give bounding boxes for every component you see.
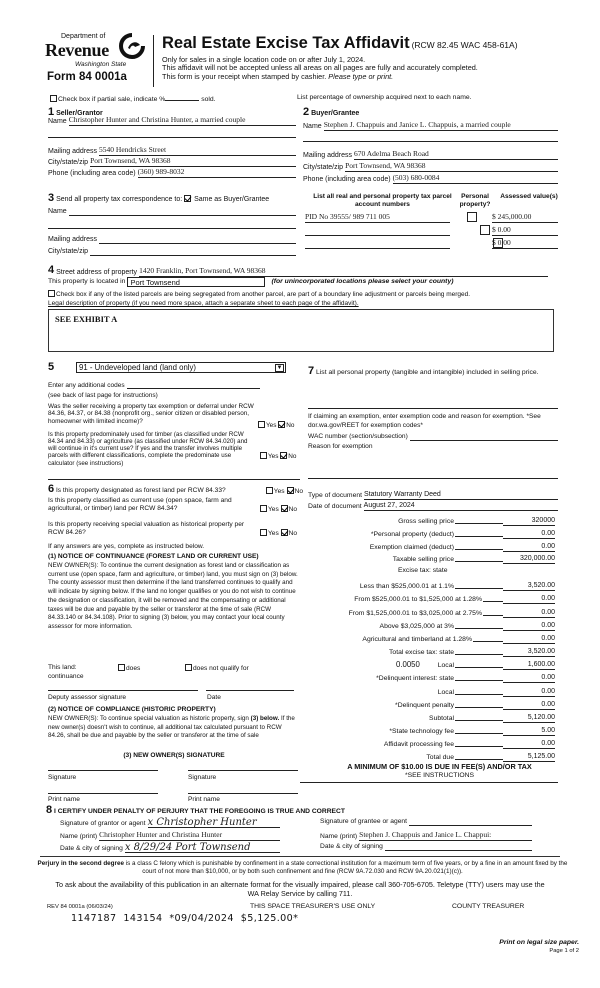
buyer-heading: 2 Buyer/Grantee	[303, 106, 360, 118]
legal-description-text: SEE EXHIBIT A	[55, 314, 118, 324]
excise-tax-heading: Excise tax: state	[398, 567, 448, 574]
treasurer-use-label: THIS SPACE TREASURER'S USE ONLY	[250, 903, 376, 910]
reason-for-exemption-field[interactable]	[308, 478, 558, 479]
buyer-phone-field[interactable]: (503) 680-0084	[393, 174, 558, 184]
personal-property-checkbox-1[interactable]	[467, 212, 477, 222]
additional-codes-note: (see back of last page for instructions)	[48, 392, 158, 399]
notice-2-body: NEW OWNER(S): To continue special valuation as historic property, sign (3) below. If the new owner(s) doesn't wish to continue, all additional tax calculated pursuant to RCW 84.26, shall be due and payable by the seller or transferor at the time of sale	[48, 715, 295, 740]
seller-city-row: City/state/zip Port Townsend, WA 98368	[48, 157, 296, 167]
signature-label-2: Signature	[188, 774, 217, 781]
section-5-number: 5	[48, 361, 55, 373]
s6-if-yes: If any answers are yes, complete as instructed below.	[48, 543, 205, 550]
corr-name-row: Name	[48, 208, 296, 216]
dor-logo	[45, 33, 145, 88]
s6-q3-yes-checkbox[interactable]	[260, 529, 267, 536]
header-line-1: Only for sales in a single location code on or after July 1, 2024.	[162, 54, 366, 64]
logo-revenue: Revenue	[45, 40, 109, 60]
taxable-selling-price-field: 320,000.00	[503, 555, 555, 564]
logo-dept-of: Department of	[61, 33, 106, 40]
notice-1-title: (1) NOTICE OF CONTINUANCE (FOREST LAND OR CURRENT USE)	[48, 553, 259, 560]
receipt-stamp: 1147187 143154 *09/04/2024 $5,125.00*	[71, 913, 299, 924]
personal-property-deduct-row: *Personal property (deduct) 0.00	[370, 529, 555, 539]
print-name-label-1: Print name	[48, 796, 80, 803]
header-line-2: This affidavit will not be accepted unless all areas on all pages are fully and accurately completed.	[162, 63, 478, 73]
delinquent-penalty-field[interactable]: 0.00	[503, 701, 555, 710]
seller-heading: 1 Seller/Grantor	[48, 106, 103, 118]
grantor-signature-field[interactable]: x Christopher Hunter	[148, 818, 280, 828]
logo-state: Washington State	[75, 61, 127, 68]
s5-q2-yes-checkbox[interactable]	[260, 452, 267, 459]
delinquent-penalty-row: *Delinquent penalty 0.00	[395, 700, 555, 710]
total-excise-state-field: 3,520.00	[503, 648, 555, 657]
partial-sale-percent[interactable]	[165, 94, 199, 101]
s5-q2-no-checkbox[interactable]	[280, 452, 287, 459]
parcel-number-3[interactable]	[305, 239, 450, 249]
perjury-notice: Perjury in the second degree is a class C felony which is punishable by confinement in a state correctional institution for a maximum term of five years, or by a fine in an amount fixed by the court of not more than $10,000, or by both such confinement and fine (RCW 9A.72.030 and RCW 9A.20.021(1)(c)).	[37, 860, 568, 875]
deputy-date-field[interactable]	[206, 690, 294, 691]
header-line-3-italic: Please type or print.	[328, 71, 394, 81]
s5-q1-answers: Yes No	[258, 421, 294, 429]
parcel-number-1[interactable]: PID No 39555/ 989 711 005	[305, 213, 450, 223]
header-divider	[153, 35, 154, 87]
s5-q1-yes-checkbox[interactable]	[258, 421, 265, 428]
s6-q1-yes-checkbox[interactable]	[266, 487, 273, 494]
s6-q2-no-checkbox[interactable]	[281, 505, 288, 512]
personal-property-checkbox-2[interactable]	[480, 225, 490, 235]
delinquent-local-row: Local 0.00	[437, 687, 555, 697]
s5-q1-text: Was the seller receiving a property tax exemption or deferral under RCW 84.36, 84.37, or 84.38 (nonprofit org., senior citizen or disabled person, homeowner with limited income)?	[48, 403, 254, 425]
correspondence-heading: 3 Send all property tax correspondence to: Same as Buyer/Grantee	[48, 192, 270, 204]
parcel-number-2[interactable]	[305, 226, 450, 236]
agricultural-field[interactable]: 0.00	[503, 635, 555, 644]
s6-q2-yes-checkbox[interactable]	[260, 505, 267, 512]
buyer-city-row: City/state/zip Port Townsend, WA 98368	[303, 162, 558, 172]
buyer-mailing-field[interactable]: 670 Adelma Beach Road	[354, 150, 558, 160]
does-qualify-checkbox[interactable]	[118, 664, 125, 671]
grantor-signature-row: Signature of grantor or agent x Christopher Hunter	[60, 818, 280, 828]
exemption-label: If claiming an exemption, enter exemption code and reason for exemption. *See dor.wa.gov/REET for exemption codes*	[308, 413, 541, 429]
tier-1-field: 3,520.00	[503, 582, 555, 591]
tier-1-row: Less than $525,000.01 at 1.1% 3,520.00	[359, 581, 555, 591]
dor-logo-icon	[119, 33, 145, 59]
additional-codes-field[interactable]	[127, 382, 260, 389]
corr-city-field[interactable]	[90, 248, 296, 256]
seller-phone-field[interactable]: (360) 989-8032	[138, 168, 296, 178]
buyer-mailing-row: Mailing address 670 Adelma Beach Road	[303, 150, 558, 160]
document-type-field[interactable]: Statutory Warranty Deed	[364, 491, 558, 500]
does-not-option: does not qualify for	[185, 664, 249, 673]
processing-fee-row: Affidavit processing fee 0.00	[383, 739, 555, 749]
segregated-checkbox[interactable]	[48, 290, 55, 297]
personal-property-deduct-field[interactable]: 0.00	[503, 530, 555, 539]
tier-3-row: From $1,525,000.01 to $3,025,000 at 2.75% 0.00	[348, 608, 555, 618]
minimum-due-note: A MINIMUM OF $10.00 IS DUE IN FEE(S) AND/OR TAX	[347, 762, 532, 771]
located-in-row: This property is located in Port Townsend (for unincorporated locations please select your county)	[48, 278, 454, 287]
form-number: Form 84 0001a	[47, 71, 127, 83]
buyer-name-field[interactable]: Stephen J. Chappuis and Janice L. Chappuis, a married couple	[324, 121, 558, 131]
new-owner-signature-1[interactable]	[48, 770, 158, 771]
additional-codes-row: Enter any additional codes	[48, 382, 260, 389]
tier-4-row: Above $3,025,000 at 3% 0.00	[379, 621, 555, 631]
seller-city-field[interactable]: Port Townsend, WA 98368	[90, 157, 296, 167]
agricultural-row: Agricultural and timberland at 1.28% 0.00	[362, 634, 555, 644]
personal-col-header: Personal property?	[459, 193, 491, 208]
tech-fee-field: 5.00	[503, 727, 555, 736]
grantee-signature-row: Signature of grantee or agent	[320, 818, 532, 826]
calc-divider	[300, 782, 558, 783]
see-instructions-note: *SEE INSTRUCTIONS	[404, 772, 475, 779]
form-title-block	[162, 34, 600, 81]
document-type-row: Type of document Statutory Warranty Deed	[308, 491, 558, 500]
subtotal-row: Subtotal 5,120.00	[429, 713, 555, 723]
buyer-city-field[interactable]: Port Townsend, WA 98368	[345, 162, 558, 172]
reason-label: Reason for exemption	[308, 443, 373, 450]
assessed-col-header: Assessed value(s)	[500, 193, 558, 200]
tech-fee-row: *State technology fee 5.00	[389, 726, 555, 736]
this-land-label: This land:	[48, 664, 77, 671]
land-use-select[interactable]: 91 - Undeveloped land (land only) ▼	[76, 362, 286, 373]
print-legal-note: Print on legal size paper.	[499, 939, 579, 946]
deputy-date-label: Date	[207, 694, 221, 701]
taxable-selling-price-row: Taxable selling price 320,000.00	[392, 554, 555, 564]
grantor-name-field[interactable]: Christopher Hunter and Christina Hunter	[99, 831, 280, 841]
s5-q2-text: Is this property predominately used for timber (as classified under RCW 84.34 and 84.33) or agriculture (as classified under RCW 84.34.020) and will continue in it's current use? If yes and the transfer involves multiple parcels with different classifications, complete the predominate use calculator (see instructions)	[48, 431, 248, 467]
assessed-value-3[interactable]: $ 0.00	[492, 239, 558, 249]
partial-sale-checkbox[interactable]	[50, 95, 57, 102]
local-tax-row: Local 1,600.00	[437, 660, 555, 670]
located-in-select[interactable]: Port Townsend	[127, 277, 265, 287]
grantee-date-row: Date & city of signing	[320, 843, 532, 851]
new-owner-print-name-1[interactable]	[48, 793, 158, 794]
exemption-claimed-field[interactable]: 0.00	[503, 543, 555, 552]
parcel-col-header: List all real and personal property tax parcel account numbers	[313, 193, 452, 208]
legal-description-label: Legal description of property (if you need more space, attach a separate sheet to each page of the affidavit).	[48, 300, 359, 307]
corr-mailing-row: Mailing address	[48, 236, 296, 244]
notice-3-title: (3) NEW OWNER(S) SIGNATURE	[123, 752, 225, 759]
legal-description-box[interactable]	[48, 309, 554, 352]
grantee-name-row: Name (print) Stephen J. Chappuis and Janice L. Chappui:	[320, 831, 532, 841]
grantor-name-row: Name (print) Christopher Hunter and Christina Hunter	[60, 831, 280, 841]
street-address-field[interactable]: 1420 Franklin, Port Townsend, WA 98368	[139, 267, 548, 277]
tier-3-field: 0.00	[503, 609, 555, 618]
gross-selling-price-field[interactable]: 320000	[503, 517, 555, 526]
notice-1-body: NEW OWNER(S): To continue the current designation as forest land or classification as current use (open space, farm and agriculture, or timber) land, you must sign on (3) below. The county assessor must then determine if the land transferred continues to qualify and will indicate by signing below. If the land no longer qualifies or you do not wish to continue the designation or classification, it will be removed and the compensating or additional taxes will be due and payable by the seller or transferor at the time of sale (RCW 84.33.140 or 84.34.108). Prior to signing (3) below, you may contact your local county assessor for more information.	[48, 562, 298, 630]
section-5-divider	[48, 479, 300, 480]
certify-divider	[40, 856, 560, 857]
buyer-name-line-2[interactable]	[303, 141, 558, 142]
same-as-buyer-checkbox[interactable]	[184, 195, 191, 202]
tier-2-row: From $525,000.01 to $1,525,000 at 1.28% 0.00	[354, 594, 555, 604]
print-name-label-2: Print name	[188, 796, 220, 803]
seller-name-field[interactable]: Christopher Hunter and Christina Hunter, a married couple	[69, 116, 296, 126]
s5-q2-answers: Yes No	[260, 452, 296, 460]
subtotal-field: 5,120.00	[503, 714, 555, 723]
s6-q3-no-checkbox[interactable]	[281, 529, 288, 536]
deputy-assessor-signature-field[interactable]	[48, 690, 198, 691]
personal-property-list-field[interactable]	[308, 408, 558, 409]
wac-row: WAC number (section/subsection)	[308, 433, 558, 441]
seller-name-row: Name Christopher Hunter and Christina Hunter, a married couple	[48, 116, 296, 126]
rev-number: REV 84 0001a (06/03/24)	[47, 904, 113, 910]
total-due-field: 5,125.00	[503, 753, 555, 762]
s6-q3-text: Is this property receiving special valuation as historical property per RCW 84.26?	[48, 521, 245, 536]
header-line-3: This form is your receipt when stamped by cashier.	[162, 71, 327, 81]
processing-fee-field[interactable]: 0.00	[503, 740, 555, 749]
corr-name-line-2[interactable]	[48, 228, 296, 229]
s5-q1-no-checkbox[interactable]	[278, 421, 285, 428]
form-title: Real Estate Excise Tax Affidavit	[162, 34, 410, 52]
continuance-label: continuance	[48, 673, 84, 680]
local-rate: 0.0050	[396, 660, 420, 669]
grantee-date-city-field[interactable]	[385, 844, 532, 851]
tier-2-field: 0.00	[503, 595, 555, 604]
new-owner-signature-2[interactable]	[188, 770, 298, 771]
tier-4-field: 0.00	[503, 622, 555, 631]
certify-heading: 8 I CERTIFY UNDER PENALTY OF PERJURY THAT THE FOREGOING IS TRUE AND CORRECT	[46, 804, 345, 816]
accessibility-notice: To ask about the availability of this publication in an alternate format for the visually impaired, please call 360-705-6705. Teletype (TTY) users may use the WA Relay Service by calling 711.	[55, 880, 545, 898]
segregated-row: Check box if any of the listed parcels are being segregated from another parcel, are part of a boundary line adjustment or parcels being merged.	[48, 290, 470, 298]
grantor-date-city-field[interactable]: x 8/29/24 Port Townsend	[125, 843, 280, 853]
corr-name-field[interactable]	[69, 208, 296, 216]
wac-number-field[interactable]	[410, 434, 558, 441]
does-option: does	[118, 664, 140, 673]
seller-name-line-2[interactable]	[48, 137, 296, 138]
partial-sale: Check box if partial sale, indicate % sold.	[50, 94, 216, 104]
document-date-row: Date of document August 27, 2024	[308, 502, 558, 511]
section-7-label: 7 List all personal property (tangible and intangible) included in selling price.	[308, 365, 539, 377]
document-date-field[interactable]: August 27, 2024	[364, 502, 558, 511]
s6-q1-no-checkbox[interactable]	[287, 487, 294, 494]
s6-q1: 6 Is this property designated as forest land per RCW 84.33? Yes No	[48, 483, 303, 496]
seller-mailing-row: Mailing address 5540 Hendricks Street	[48, 146, 296, 156]
assessed-value-1[interactable]: $ 245,000.00	[492, 213, 558, 223]
assessed-value-2[interactable]: $ 0.00	[492, 226, 558, 236]
gross-selling-price-row: Gross selling price 320000	[398, 516, 555, 526]
page-number: Page 1 of 2	[549, 948, 579, 954]
seller-mailing-field[interactable]: 5540 Hendricks Street	[99, 146, 296, 156]
corr-mailing-field[interactable]	[99, 236, 296, 244]
delinquent-state-field[interactable]: 0.00	[503, 674, 555, 683]
s6-q2-answers: Yes No	[260, 505, 297, 514]
form-title-ref: (RCW 82.45 WAC 458-61A)	[411, 40, 518, 50]
total-excise-state-row: Total excise tax: state 3,520.00	[389, 647, 555, 657]
grantee-signature-field[interactable]	[409, 819, 532, 826]
dropdown-arrow-icon[interactable]: ▼	[276, 365, 283, 371]
ownership-note: List percentage of ownership acquired next to each name.	[297, 94, 472, 101]
corr-city-row: City/state/zip	[48, 248, 296, 256]
signature-label-1: Signature	[48, 774, 77, 781]
s6-q3-answers: Yes No	[260, 529, 297, 538]
new-owner-print-name-2[interactable]	[188, 793, 298, 794]
seller-phone-row: Phone (including area code) (360) 989-8032	[48, 168, 296, 178]
buyer-phone-row: Phone (including area code) (503) 680-0084	[303, 174, 558, 184]
notice-2-title: (2) NOTICE OF COMPLIANCE (HISTORIC PROPERTY)	[48, 706, 216, 713]
delinquent-state-row: *Delinquent interest: state 0.00	[376, 673, 555, 683]
exemption-claimed-row: Exemption claimed (deduct) 0.00	[369, 542, 555, 552]
delinquent-local-field[interactable]: 0.00	[503, 688, 555, 697]
total-due-row: Total due 5,125.00	[426, 752, 555, 762]
grantor-date-row: Date & city of signing x 8/29/24 Port Townsend	[60, 843, 280, 853]
county-treasurer-label: COUNTY TREASURER	[452, 903, 525, 910]
buyer-name-row: Name Stephen J. Chappuis and Janice L. Chappuis, a married couple	[303, 121, 558, 131]
street-address-row: 4 Street address of property 1420 Franklin, Port Townsend, WA 98368	[48, 264, 548, 277]
grantee-name-field[interactable]: Stephen J. Chappuis and Janice L. Chappui:	[359, 831, 532, 841]
deputy-sig-label: Deputy assessor signature	[48, 694, 127, 701]
local-tax-field: 1,600.00	[503, 661, 555, 670]
s6-q2-text: Is this property classified as current use (open space, farm and agricultural, or timber) land per RCW 84.34?	[48, 497, 232, 512]
does-not-qualify-checkbox[interactable]	[185, 664, 192, 671]
